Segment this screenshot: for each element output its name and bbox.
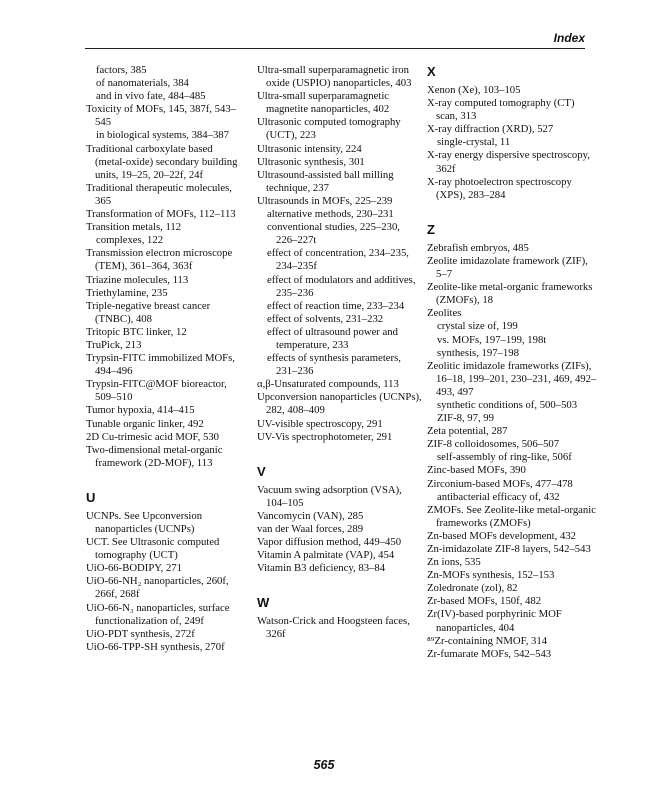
index-entry: X-ray energy dispersive spectroscopy, 362f — [427, 149, 590, 175]
index-entry: Xenon (Xe), 103–105 — [427, 84, 521, 96]
index-subentry: ZIF-8, 97, 99 — [437, 412, 494, 425]
index-entry: X-ray diffraction (XRD), 527 — [427, 123, 554, 136]
index-entry: Ultrasonic intensity, 224 — [257, 142, 362, 155]
index-entry: Zebrafish embryos, 485 — [427, 241, 529, 254]
index-entry: van der Waal forces, 289 — [257, 523, 364, 535]
index-entry: Zirconium-based MOFs, 477–478 — [427, 477, 573, 490]
index-entry: UCT. See Ultrasonic computed tomography (UCT) — [86, 536, 220, 562]
index-entry: TruPick, 213 — [86, 338, 142, 351]
index-entry: Triple-negative breast cancer (TNBC), 408 — [86, 299, 211, 325]
index-subentry: factors, 385 — [96, 64, 147, 76]
index-entry: Traditional therapeutic molecules, 365 — [86, 181, 232, 207]
index-subentry: effect of concentration, 234–235, 234–235f — [267, 247, 409, 273]
index-entry: Zinc-based MOFs, 390 — [427, 464, 526, 477]
index-entry: Transmission electron microscope (TEM), 361–364, 363f — [86, 247, 233, 273]
index-entry: Traditional carboxylate based (metal-oxide) secondary building units, 19–25, 20–22f, 24f — [86, 142, 238, 181]
index-subentry: vs. MOFs, 197–199, 198t — [437, 333, 547, 346]
index-subentry: single-crystal, 11 — [437, 136, 511, 149]
index-entry: Zr-fumarate MOFs, 542–543 — [427, 647, 552, 660]
index-entry: UiO-66-BODIPY, 271 — [86, 562, 182, 575]
index-entry: Transformation of MOFs, 112–113 — [86, 208, 236, 221]
index-entry: Zr-based MOFs, 150f, 482 — [427, 595, 542, 608]
index-entry: Zoledronate (zol), 82 — [427, 582, 518, 595]
index-entry: Ultra-small superparamagnetic iron oxide (USPIO) nanoparticles, 403 — [257, 64, 412, 90]
index-entry: 2D Cu-trimesic acid MOF, 530 — [86, 430, 220, 443]
index-subentry: in biological systems, 384–387 — [96, 129, 229, 142]
index-entry: ⁸⁹Zr-containing NMOF, 314 — [427, 634, 548, 647]
index-entry: Zn ions, 535 — [427, 556, 481, 569]
index-entry: UiO-PDT synthesis, 272f — [86, 627, 195, 640]
index-entry: X-ray computed tomography (CT) scan, 313 — [427, 97, 575, 123]
index-column-left — [86, 64, 246, 654]
index-entry: Zeolite imidazolate framework (ZIF), 5–7 — [427, 254, 588, 281]
header-title: Index — [553, 31, 585, 45]
index-entry: UV-visible spectroscopy, 291 — [257, 417, 383, 430]
section-letter: Z — [427, 221, 435, 237]
index-entry: Vitamin B3 deficiency, 83–84 — [257, 562, 386, 575]
index-subentry: and in vivo fate, 484–485 — [96, 90, 206, 103]
index-entry: Zeolite-like metal-organic frameworks (ZMOFs), 18 — [427, 281, 593, 307]
index-entry: Ultrasound-assisted ball milling technique, 237 — [257, 168, 394, 194]
index-entry: Vacuum swing adsorption (VSA), 104–105 — [257, 483, 402, 509]
index-entry: Tumor hypoxia, 414–415 — [86, 404, 195, 417]
index-subentry: synthesis, 197–198 — [437, 346, 519, 359]
index-entry: Vitamin A palmitate (VAP), 454 — [257, 549, 395, 562]
index-entry: Trypsin-FITC immobilized MOFs, 494–496 — [86, 352, 235, 378]
index-subentry: effect of reaction time, 233–234 — [267, 299, 405, 312]
header-rule — [85, 48, 585, 49]
index-entry: Zeta potential, 287 — [427, 425, 508, 438]
index-subentry: alternative methods, 230–231 — [267, 208, 394, 221]
index-subentry: self-assembly of ring-like, 506f — [437, 451, 572, 464]
index-entry: Watson-Crick and Hoogsteen faces, 326f — [257, 615, 410, 641]
index-entry: Transition metals, 112 — [86, 221, 182, 234]
index-subentry: synthetic conditions of, 500–503 — [437, 398, 578, 411]
index-entry: Zn-MOFs synthesis, 152–153 — [427, 569, 555, 582]
index-entry: Ultrasounds in MOFs, 225–239 — [257, 194, 393, 207]
index-entry: Zr(IV)-based porphyrinic MOF nanoparticles, 404 — [427, 608, 562, 634]
running-header — [0, 31, 648, 51]
index-subentry: crystal size of, 199 — [437, 320, 518, 333]
index-entry: Triethylamine, 235 — [86, 286, 168, 299]
index-entry: ZMOFs. See Zeolite-like metal-organic frameworks (ZMOFs) — [427, 503, 596, 529]
index-entry: UV-Vis spectrophotometer, 291 — [257, 430, 393, 443]
index-entry: Zeolites — [427, 307, 462, 320]
index-entry: UiO-66-TPP-SH synthesis, 270f — [86, 640, 225, 653]
index-entry: ZIF-8 colloidosomes, 506–507 — [427, 438, 560, 451]
index-entry: Vapor diffusion method, 449–450 — [257, 536, 402, 549]
index-entry: Trypsin-FITC@MOF bioreactor, 509–510 — [86, 378, 227, 404]
section-letter: W — [257, 595, 270, 611]
index-entry: Ultrasonic computed tomography (UCT), 223 — [257, 116, 401, 142]
index-entry: Zn-based MOFs development, 432 — [427, 529, 577, 542]
index-entry: Vancomycin (VAN), 285 — [257, 509, 364, 522]
index-entry: Ultra-small superparamagnetic magnetite nanoparticles, 402 — [257, 90, 390, 116]
section-letter: U — [86, 489, 96, 505]
index-entry: Ultrasonic synthesis, 301 — [257, 155, 365, 168]
index-entry: Tritopic BTC linker, 12 — [86, 325, 187, 338]
page-number: 565 — [313, 758, 335, 772]
index-entry: Tunable organic linker, 492 — [86, 417, 204, 430]
index-subentry: effects of synthesis parameters, 231–236 — [267, 352, 401, 378]
section-letter: V — [257, 463, 266, 479]
index-subentry: conventional studies, 225–230, 226–227t — [267, 221, 400, 247]
section-letter: X — [427, 64, 436, 79]
index-subentry: antibacterial efficacy of, 432 — [437, 490, 560, 503]
index-column-right — [427, 64, 597, 661]
index-entry: UiO-66-NH₂ nanoparticles, 260f, 266f, 268f — [86, 575, 229, 601]
index-entry: Zeolitic imidazole frameworks (ZIFs), 16–18, 199–201, 230–231, 469, 492–493, 497 — [427, 359, 597, 398]
index-subentry: complexes, 122 — [96, 234, 164, 247]
index-entry: Two-dimensional metal-organic framework (2D-MOF), 113 — [86, 443, 223, 469]
index-subentry: effect of solvents, 231–232 — [267, 312, 384, 325]
index-subentry: effect of ultrasound power and temperature, 233 — [267, 325, 398, 351]
index-entry: Triazine molecules, 113 — [86, 273, 189, 286]
index-entry: Zn-imidazolate ZIF-8 layers, 542–543 — [427, 543, 591, 555]
index-column-middle — [257, 64, 422, 642]
index-entry: X-ray photoelectron spectroscopy (XPS), 283–284 — [427, 175, 572, 201]
index-subentry: of nanomaterials, 384 — [96, 77, 189, 90]
index-entry: Toxicity of MOFs, 145, 387f, 543–545 — [86, 103, 237, 129]
index-entry: UCNPs. See Upconversion nanoparticles (UCNPs) — [86, 509, 203, 535]
index-entry: Upconversion nanoparticles (UCNPs), 282, 408–409 — [257, 391, 422, 417]
index-subentry: effect of modulators and additives, 235–236 — [267, 273, 416, 299]
index-entry: α,β-Unsaturated compounds, 113 — [257, 378, 399, 391]
index-entry: UiO-66-N₃ nanoparticles, surface functionalization of, 249f — [86, 601, 230, 627]
